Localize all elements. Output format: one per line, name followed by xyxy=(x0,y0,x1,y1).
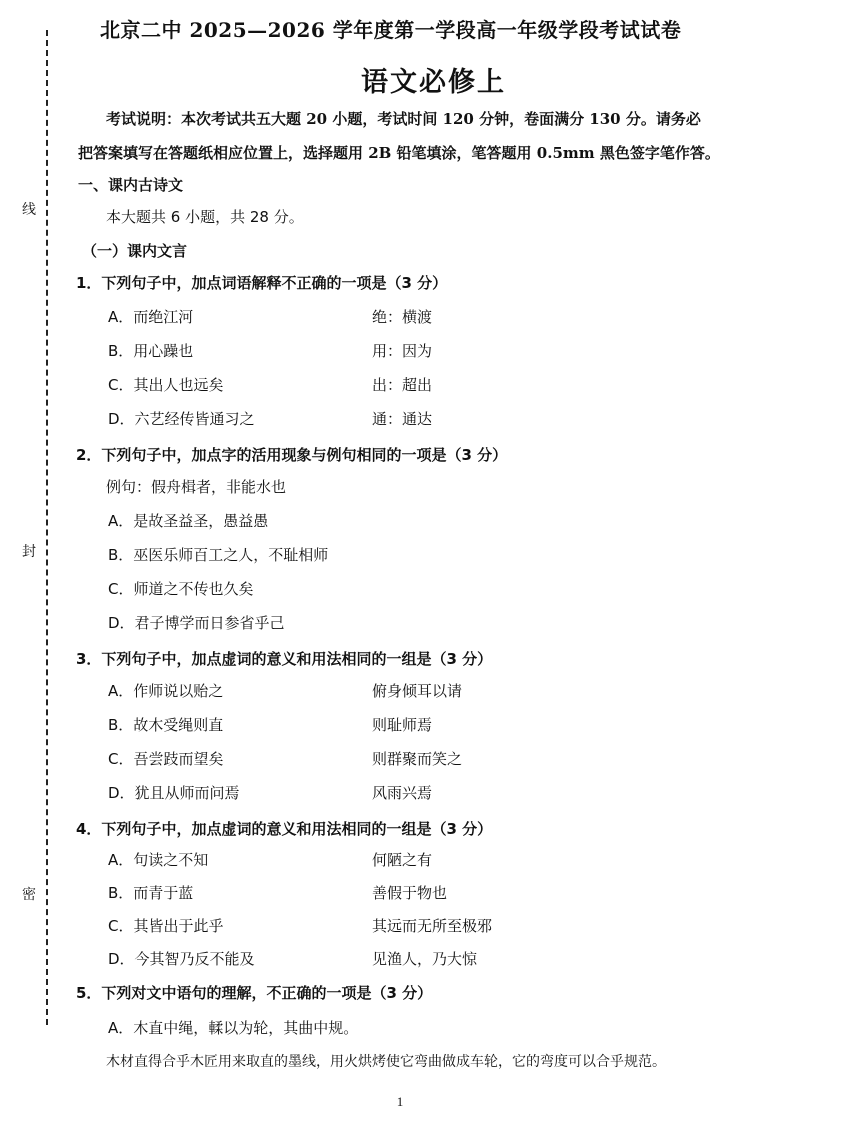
question-3-option-c: C．吾尝跂而望矣 xyxy=(108,750,224,768)
question-4-option-d-pair: 见渔人，乃大惊 xyxy=(372,950,478,968)
question-1-option-a: A．而绝江河 xyxy=(108,308,194,326)
subject-title: 语文必修上 xyxy=(361,67,506,98)
question-2-option-d: D．君子博学而日参省乎己 xyxy=(108,614,285,632)
question-3-option-a-pair: 俯身倾耳以请 xyxy=(372,682,463,700)
binding-char-bottom: 密 xyxy=(22,887,36,903)
question-1-stem: 1．下列句子中，加点词语解释不正确的一项是（3 分） xyxy=(76,274,448,292)
question-4-option-b: B．而青于蓝 xyxy=(108,884,194,902)
question-4-option-b-pair: 善假于物也 xyxy=(372,884,448,902)
question-5-option-a: A．木直中绳，輮以为轮，其曲中规。 xyxy=(108,1019,359,1037)
question-4-option-c-pair: 其远而无所至极邪 xyxy=(372,917,493,935)
section-1-note: 本大题共 6 小题，共 28 分。 xyxy=(106,208,304,226)
question-1-option-b-gloss: 用：因为 xyxy=(372,342,433,360)
question-4-option-a: A．句读之不知 xyxy=(108,851,209,869)
exam-title: 北京二中 2025—2026 学年度第一学段高一年级学段考试试卷 xyxy=(100,18,682,42)
question-3-option-d-pair: 风雨兴焉 xyxy=(372,784,433,802)
question-3-option-c-pair: 则群聚而笑之 xyxy=(372,750,463,768)
question-3-option-b: B．故木受绳则直 xyxy=(108,716,224,734)
question-4-option-d: D．今其智乃反不能及 xyxy=(108,950,255,968)
question-1-option-c: C．其出人也远矣 xyxy=(108,376,224,394)
instructions-line-1: 考试说明：本次考试共五大题 20 小题，考试时间 120 分钟，卷面满分 130 分。请务必 xyxy=(106,110,701,128)
question-2-option-a: A．是故圣益圣，愚益愚 xyxy=(108,512,269,530)
question-4-option-a-pair: 何陋之有 xyxy=(372,851,433,869)
exam-instructions xyxy=(78,102,743,170)
question-1-option-a-gloss: 绝：横渡 xyxy=(372,308,433,326)
instructions-line-2: 把答案填写在答题纸相应位置上，选择题用 2B 铅笔填涂，笔答题用 0.5mm 黑色签字笔作答。 xyxy=(78,144,720,162)
question-3-stem: 3．下列句子中，加点虚词的意义和用法相同的一组是（3 分） xyxy=(76,650,493,668)
question-1-option-d-gloss: 通：通达 xyxy=(372,410,433,428)
question-2-example: 例句：假舟楫者，非能水也 xyxy=(106,478,287,496)
question-3-option-b-pair: 则耻师焉 xyxy=(372,716,433,734)
page-number: 1 xyxy=(396,1094,404,1109)
question-2-option-c: C．师道之不传也久矣 xyxy=(108,580,254,598)
question-5-option-a-explanation: 木材直得合乎木匠用来取直的墨线，用火烘烤使它弯曲做成车轮，它的弯度可以合乎规范。 xyxy=(106,1054,666,1070)
binding-char-middle: 封 xyxy=(22,544,36,560)
binding-char-top: 线 xyxy=(22,202,36,218)
subsection-title: （一）课内文言 xyxy=(82,242,188,260)
question-2-stem: 2．下列句子中，加点字的活用现象与例句相同的一项是（3 分） xyxy=(76,446,508,464)
question-3-option-a: A．作师说以贻之 xyxy=(108,682,224,700)
section-1-title: 一、课内古诗文 xyxy=(78,176,184,194)
question-5-stem: 5．下列对文中语句的理解，不正确的一项是（3 分） xyxy=(76,984,433,1002)
question-3-option-d: D．犹且从师而问焉 xyxy=(108,784,240,802)
question-4-option-c: C．其皆出于此乎 xyxy=(108,917,224,935)
question-1-option-b: B．用心躁也 xyxy=(108,342,194,360)
question-2-option-b: B．巫医乐师百工之人，不耻相师 xyxy=(108,546,329,564)
binding-dashed-line xyxy=(46,30,48,1025)
question-4-stem: 4．下列句子中，加点虚词的意义和用法相同的一组是（3 分） xyxy=(76,820,493,838)
question-1-option-c-gloss: 出：超出 xyxy=(372,376,433,394)
question-1-option-d: D．六艺经传皆通习之 xyxy=(108,410,255,428)
